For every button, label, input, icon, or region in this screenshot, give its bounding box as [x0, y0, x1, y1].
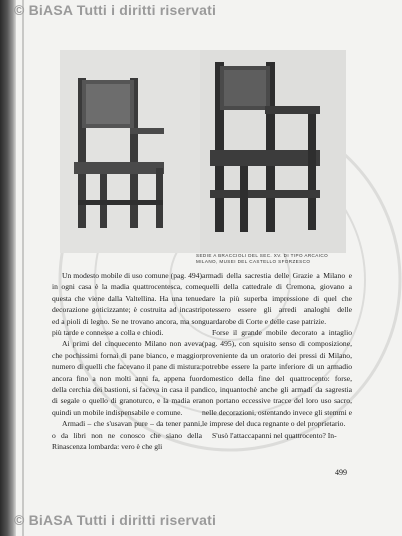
caption-line-1: SEDIE A BRACCIOLI DEL SEC. XV. DI TIPO ARCAICO [196, 253, 329, 258]
figure-caption [196, 253, 366, 265]
caption-line-2: MILANO, MUSEI DEL CASTELLO SFORZESCO [196, 259, 311, 264]
chairs-illustration [60, 50, 346, 253]
page-edge-line [22, 0, 24, 536]
paragraph: Forse il grande mobile decorato a intaglio (pag. 495), con squisito senso di composizione, proveniente da un oratorio dei pressi di Milano, potrebbe essere la parte inferiore di un armadio domestico della fine del quattrocento: forse, dico, inquantochè anche gli armadi da sagrestia non portano eccessive tracce del loro uso sacro, nelle decorazioni, ostentando invece gli stemmi e le imprese del duca regnante o del proprietario. [202, 328, 352, 429]
paragraph: Ai primi del cinquecento Milano non aveva che pochissimi fornai di pane bianco, e maggior numero di quelli che facevano il pane di mistura: ancora fino a non molti anni fa, appena fuor della cerchia dei bastioni, si faceva in casa il pan di segale o quello di granoturco, e la madia era quindi un mobile indispensabile e comune. [52, 339, 202, 417]
paragraph: Armadi – che s'usavan pure – da tener panni, o da libri non ne conosco che siano della Rinascenza lombarda: vero è che gli [52, 419, 202, 452]
text-column-left [52, 270, 202, 453]
watermark-top: © BiASA Tutti i diritti riservati [14, 2, 217, 18]
paragraph: Un modesto mobile di uso comune (pag. 494) in ogni casa è la madia quattrocentesca, come questa che viene dalla Valtellina. Ha una tenue decorazione goticizzante; è costruita ad incastri ed a pioli di legno. Se ne trovano ancora, ma son più tarde e connesse a colla e chiodi. [52, 271, 202, 338]
paragraph: armadi della sacrestia delle Grazie a Milano e quelli della cattedrale di Cremona, giovano a dare la più superba impressione di quel che potessero essere gli arredi analoghi delle guardarobe di Corte e delle case patrizie. [202, 271, 352, 326]
chairs-photograph [60, 50, 346, 253]
text-column-right [202, 270, 352, 441]
book-spine-shadow [0, 0, 16, 536]
paragraph: S'usò l'attaccapanni nel quattrocento? In- [212, 430, 337, 440]
page-number: 499 [335, 468, 347, 477]
watermark-bottom: © BiASA Tutti i diritti riservati [14, 512, 217, 528]
